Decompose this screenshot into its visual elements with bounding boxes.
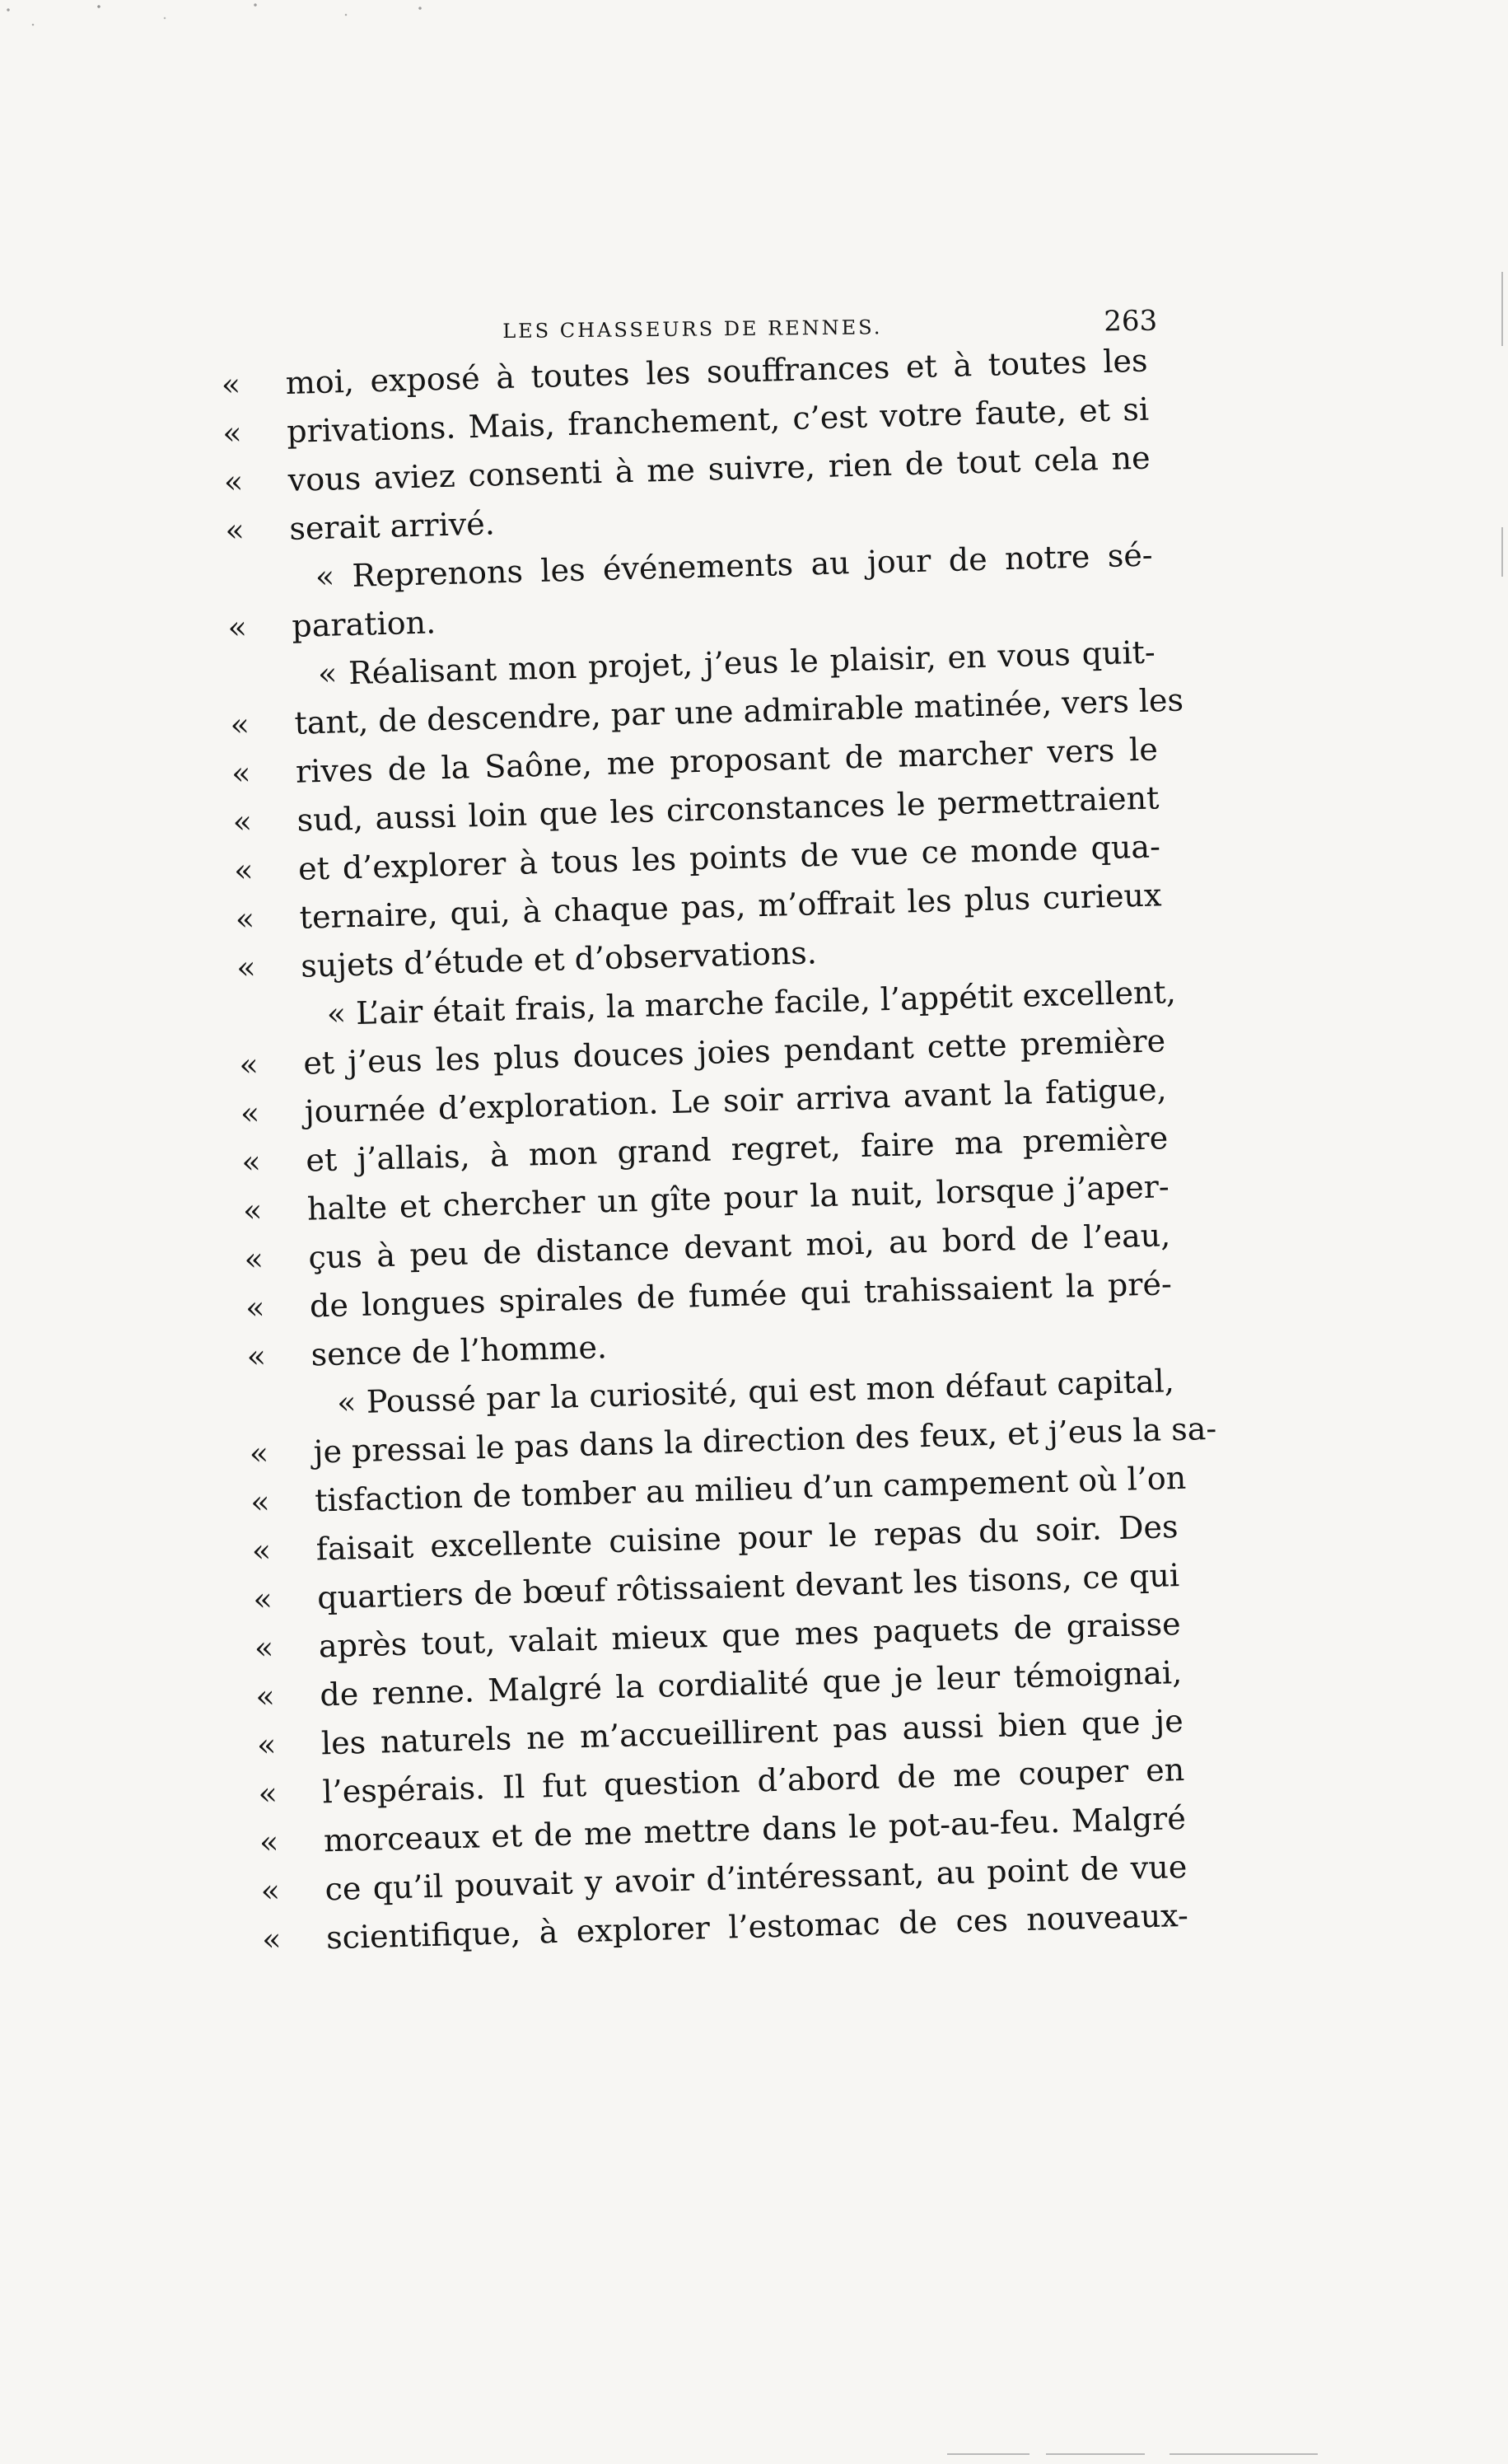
line-text: les naturels ne m’accueillirent pas aussi bien que je bbox=[320, 1702, 1184, 1762]
quote-mark: « bbox=[235, 900, 255, 937]
quote-mark: « bbox=[250, 1483, 271, 1521]
body-text bbox=[221, 337, 1217, 1965]
quote-mark: « bbox=[261, 1920, 282, 1958]
line-text: « L’air était frais, la marche facile, l’appétit excellent, bbox=[326, 973, 1177, 1032]
scan-bottom-rule bbox=[1046, 2453, 1145, 2455]
line-text: de renne. Malgré la cordialité que je leur témoignai, bbox=[319, 1654, 1183, 1714]
line-text: halte et chercher un gîte pour la nuit, lorsque j’aper- bbox=[306, 1168, 1170, 1227]
quote-mark: « bbox=[226, 609, 248, 646]
page-number: 263 bbox=[1104, 304, 1158, 339]
quote-mark: « bbox=[240, 1143, 262, 1181]
line-text: quartiers de bœuf rôtissaient devant les tisons, ce qui bbox=[316, 1557, 1180, 1616]
line-text: ternaire, qui, à chaque pas, m’offrait les plus curieux bbox=[299, 877, 1162, 936]
line-text: privations. Mais, franchement, c’est votre faute, et si bbox=[286, 390, 1150, 450]
line-text: l’espérais. Il fut question d’abord de me couper en bbox=[321, 1751, 1185, 1811]
line-text: « Réalisant mon projet, j’eus le plaisir, en vous quit- bbox=[317, 634, 1156, 693]
line-text: moi, exposé à toutes les souffrances et à toutes les bbox=[285, 342, 1148, 401]
quote-mark: « bbox=[222, 414, 243, 451]
quote-mark: « bbox=[246, 1337, 267, 1375]
quote-mark: « bbox=[240, 1095, 260, 1132]
quote-mark: « bbox=[243, 1241, 264, 1278]
scan-edge-mark bbox=[1501, 527, 1503, 577]
quote-mark: « bbox=[232, 803, 253, 840]
quote-mark: « bbox=[236, 949, 257, 986]
running-title: LES CHASSEURS DE RENNES. bbox=[502, 316, 883, 343]
line-text: journée d’exploration. Le soir arriva avant la fatigue, bbox=[304, 1071, 1168, 1130]
quote-mark: « bbox=[238, 1046, 259, 1083]
quote-mark: « bbox=[256, 1726, 277, 1764]
quote-mark: « bbox=[221, 366, 241, 403]
quote-mark: « bbox=[260, 1872, 281, 1910]
scan-speckle bbox=[0, 0, 461, 49]
line-text: sud, aussi loin que les circonstances le permettraient bbox=[296, 779, 1160, 839]
line-text: tisfaction de tomber au milieu d’un campement où l’on bbox=[314, 1459, 1187, 1519]
quote-mark: « bbox=[259, 1823, 279, 1861]
line-text: paration. bbox=[291, 604, 437, 644]
line-text: morceaux et de me mettre dans le pot-au-feu. Malgré bbox=[323, 1799, 1187, 1859]
line-text: çus à peu de distance devant moi, au bord de l’eau, bbox=[307, 1217, 1171, 1276]
quote-mark: « bbox=[231, 755, 251, 792]
quote-mark: « bbox=[249, 1434, 269, 1472]
quote-mark: « bbox=[257, 1774, 278, 1812]
quote-mark: « bbox=[245, 1289, 265, 1326]
scan-edge-mark bbox=[1501, 272, 1503, 346]
line-text: et j’allais, à mon grand regret, faire ma première bbox=[305, 1120, 1169, 1179]
line-text: après tout, valait mieux que mes paquets de graisse bbox=[318, 1606, 1182, 1665]
quote-mark: « bbox=[233, 852, 254, 889]
line-text: faisait excellente cuisine pour le repas du soir. Des bbox=[315, 1508, 1179, 1568]
quote-mark: « bbox=[252, 1580, 273, 1618]
quote-mark: « bbox=[229, 706, 250, 743]
quote-mark: « bbox=[223, 463, 244, 500]
quote-mark: « bbox=[251, 1531, 272, 1569]
scan-bottom-rule bbox=[1170, 2453, 1318, 2455]
line-text: je pressai le pas dans la direction des feux, et j’eus la sa- bbox=[313, 1410, 1217, 1470]
quote-mark: « bbox=[254, 1677, 276, 1715]
line-text: sujets d’étude et d’observations. bbox=[300, 934, 818, 984]
quote-mark: « bbox=[254, 1629, 274, 1667]
line-text: et d’explorer à tous les points de vue ce monde qua- bbox=[297, 828, 1161, 887]
line-text: scientifique, à explorer l’estomac de ces nouveaux- bbox=[325, 1896, 1189, 1957]
line-text: serait arrivé. bbox=[288, 505, 496, 547]
line-text: « Poussé par la curiosité, qui est mon défaut capital, bbox=[336, 1363, 1175, 1421]
scan-bottom-rule bbox=[947, 2453, 1029, 2455]
quote-mark: « bbox=[224, 512, 245, 549]
quote-mark: « bbox=[242, 1192, 263, 1229]
line-text: rives de la Saône, me proposant de marcher vers le bbox=[295, 731, 1159, 790]
line-text: tant, de descendre, par une admirable matinée, vers les bbox=[293, 681, 1184, 741]
line-text: sence de l’homme. bbox=[310, 1329, 608, 1373]
line-text: ce qu’il pouvait y avoir d’intéressant, au point de vue bbox=[324, 1848, 1188, 1908]
line-text: de longues spirales de fumée qui trahissaient la pré- bbox=[309, 1265, 1173, 1325]
line-text: vous aviez consenti à me suivre, rien de tout cela ne bbox=[287, 439, 1151, 498]
line-text: « Reprenons les événements au jour de notre sé- bbox=[315, 536, 1154, 596]
line-text: et j’eus les plus douces joies pendant cette première bbox=[302, 1022, 1166, 1082]
